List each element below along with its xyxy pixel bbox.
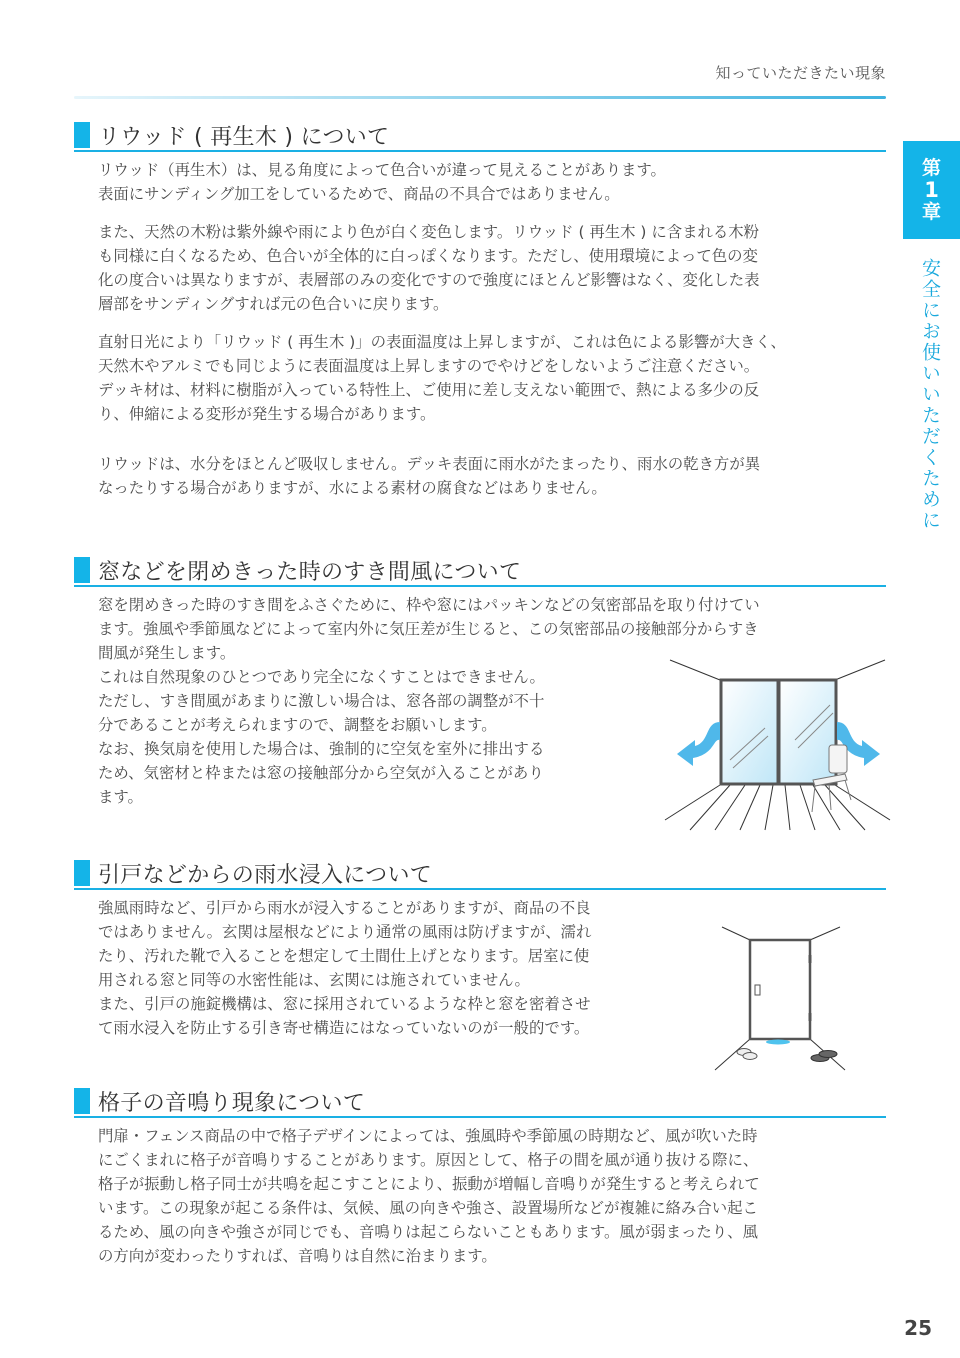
text-line: ではありません。玄関は屋根などにより通常の風雨は防げますが、濡れ [98,923,592,941]
text-line: 天然木やアルミでも同じように表面温度は上昇しますのでやけどをしないようご注意ください。 [98,357,760,375]
text-line: て雨水浸入を防止する引き寄せ構造にはなっていないのが一般的です。 [98,1019,590,1037]
chapter-number: 1 [924,178,939,202]
text-line: なお、換気扇を使用した場合は、強制的に空気を室外に排出する [98,740,545,758]
section-heading [74,858,886,890]
entrance-door-illustration [700,915,870,1075]
section-title: 引戸などからの雨水浸入について [98,862,433,888]
heading-marker [74,860,90,886]
section-heading [74,555,886,587]
heading-marker [74,557,90,583]
text-line: 強風雨時など、引戸から雨水が浸入することがありますが、商品の不良 [98,899,591,917]
paragraph [74,1124,886,1268]
text-line: また、引戸の施錠機構は、窓に採用されているような枠と窓を密着させ [98,995,591,1013]
text-line: 用される窓と同等の水密性能は、玄関には施されていません。 [98,971,530,989]
paragraph [74,220,886,316]
text-line: リウッド（再生木）は、見る角度によって色合いが違って見えることがあります。 [98,161,666,179]
page-number: 25 [904,1316,932,1340]
paragraph [74,330,886,426]
text-line: これは自然現象のひとつであり完全になくすことはできません。 [98,668,545,686]
text-line: リウッドは、水分をほとんど吸収しません。デッキ表面に雨水がたまったり、雨水の乾き方が異 [98,455,761,473]
window-draft-illustration [655,650,895,840]
text-line: ただし、すき間風があまりに激しい場合は、窓各部の調整が不十 [98,692,545,710]
window-frame [721,680,836,784]
text-line: 格子が振動し格子同士が共鳴を起こすことにより、振動が増幅し音鳴りが発生すると考えられて [98,1175,760,1193]
text-line: 層部をサンディングすれば元の色合いに戻ります。 [98,295,449,313]
text-line: デッキ材は、材料に樹脂が入っている特性上、ご使用に差し支えない範囲で、熱による多少の反 [98,381,760,399]
chapter-tab[interactable] [903,141,960,239]
text-line: り、伸縮による変形が発生する場合があります。 [98,405,436,423]
heading-marker [74,1088,90,1114]
rainwater-puddle [766,1040,790,1045]
text-line: の方向が変わったりすれば、音鳴りは自然に治まります。 [98,1247,497,1265]
chapter-suffix: 章 [921,201,941,223]
text-line: ます。強風や季節風などによって室内外に気圧差が生じると、この気密部品の接触部分からすき [98,620,759,638]
text-line: 窓を閉めきった時のすき間をふさぐために、枠や窓にはパッキンなどの気密部品を取り付けてい [98,596,760,614]
text-line: たり、汚れた靴で入ることを想定して土間仕上げとなります。居室に使 [98,947,590,965]
paragraph [74,452,886,500]
text-line: るため、風の向きや強さが同じでも、音鳴りは起こらないこともあります。風が弱まったり、風 [98,1223,758,1241]
section-title: 窓などを閉めきった時のすき間風について [98,559,522,585]
heading-marker [74,122,90,148]
text-line: 化の度合いは異なりますが、表層部のみの変化ですので強度にほとんど影響はなく、変化した表 [98,271,760,289]
shoes-left-icon [737,1049,757,1060]
door-handle-icon [755,985,760,995]
section-lattice-noise [74,1086,886,1268]
draft-arrow-left-icon [677,722,720,766]
section-heading [74,1086,886,1118]
text-line: 直射日光により「リウッド ( 再生木 )」の表面温度は上昇しますが、これは色による影響が大きく、 [98,333,786,351]
text-line: います。この現象が起こる条件は、気候、風の向きや強さ、設置場所などが複雑に絡み合い起こ [98,1199,758,1217]
chapter-prefix: 第 [921,157,941,179]
section-rewood [74,120,886,500]
text-line: 門扉・フェンス商品の中で格子デザインによっては、強風時や季節風の時期など、風が吹いた時 [98,1127,758,1145]
header-rule [74,96,886,99]
section-title: リウッド ( 再生木 ) について [98,124,390,150]
section-heading [74,120,886,152]
section-title: 格子の音鳴り現象について [98,1090,366,1116]
text-line: も同様に白くなるため、色合いが全体的に白っぽくなります。ただし、使用環境によって色の変 [98,247,758,265]
paragraph [74,896,638,1040]
text-line: にごくまれに格子が音鳴りすることがあります。原因として、格子の間を風が通り抜ける際に、 [98,1151,759,1169]
text-line: 表面にサンディング加工をしているためで、商品の不具合ではありません。 [98,185,620,203]
text-line: ます。 [98,788,143,806]
text-line: 分であることが考えられますので、調整をお願いします。 [98,716,497,734]
chapter-title: 安全にお使いいただくために [919,258,941,531]
paragraph [74,158,886,206]
text-line: また、天然の木粉は紫外線や雨により色が白く変色します。リウッド ( 再生木 ) に含まれる木粉 [98,223,760,241]
text-line: ため、気密材と枠または窓の接触部分から空気が入ることがあり [98,764,544,782]
running-head: 知っていただきたい現象 [715,64,886,82]
text-line: 間風が発生します。 [98,644,236,662]
text-line: なったりする場合がありますが、水による素材の腐食などはありません。 [98,479,607,497]
